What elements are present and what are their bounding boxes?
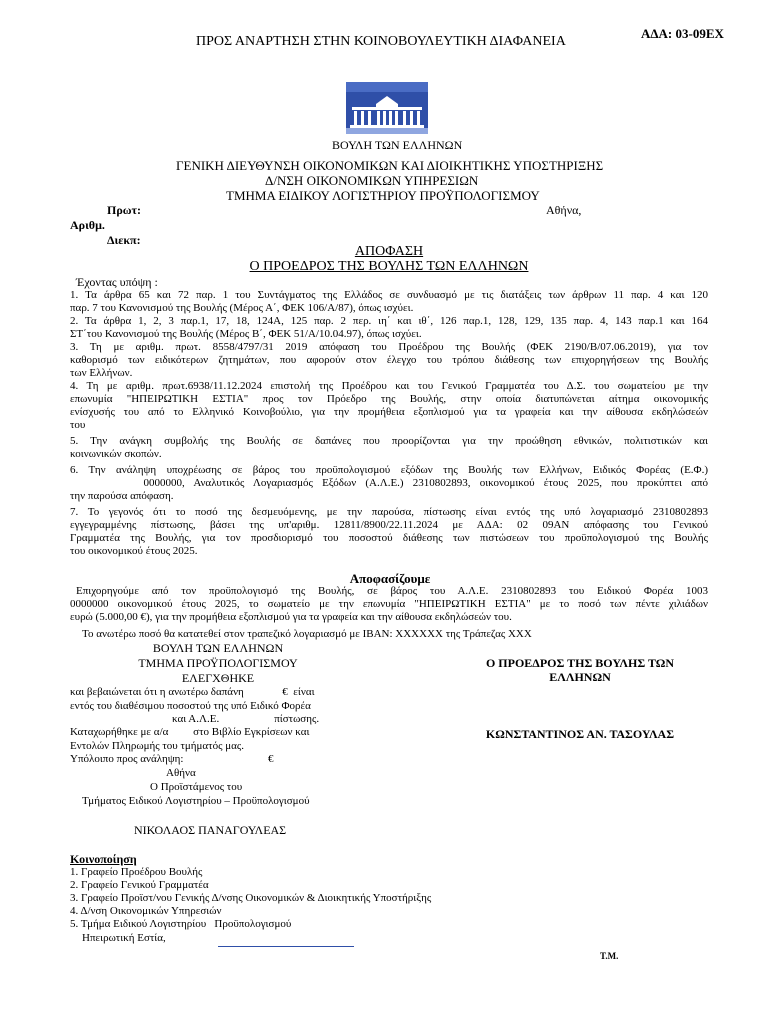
consideration-line: 4. Τη με αριθμ. πρωτ.6938/11.12.2024 επιστολή της Προέδρου και του Γενικού Γραμματέα του Δ.Σ. του σωματείου με την <box>70 380 708 392</box>
distribution-item: 2. Γραφείο Γενικού Γραμματέα <box>70 879 209 891</box>
considering-intro: Έχοντας υπόψη : <box>76 275 158 289</box>
consideration-line: 3. Τη με αριθμ. πρωτ. 8558/4797/31 2019 απόφαση του Προέδρου της Βουλής (ΦΕΚ 2190/Β/07.06.2019), για τον <box>70 341 708 353</box>
top-title: ΠΡΟΣ ΑΝΑΡΤΗΣΗ ΣΤΗΝ ΚΟΙΝΟΒΟΥΛΕΥΤΙΚΗ ΔΙΑΦΑΝΕΙΑ <box>196 34 566 49</box>
consideration-line: του <box>70 419 86 431</box>
left-line: Υπόλοιπο προς ανάληψη: <box>70 753 184 765</box>
consideration-line: ενίσχυσής του από το Ελληνικό Κοινοβούλιο, για την προμήθεια εξοπλισμού για τα γραφεία και την αίθουσα εκδηλώσεών <box>70 406 708 418</box>
distribution-list <box>70 866 708 931</box>
consideration-line: 2. Τα άρθρα 1, 2, 3 παρ.1, 17, 18, 124Α, 125 παρ. 2 περ. ιη΄ και ιθ΄, 126 παρ.1, 128, 129, 135 παρ. 4, 143 παρ.1 και 164 <box>70 315 708 327</box>
left-line: € <box>268 753 274 765</box>
diekp-label: Διεκπ: <box>107 233 141 247</box>
left-parliament: ΒΟΥΛΗ ΤΩΝ ΕΛΛΗΝΩΝ <box>152 641 284 655</box>
left-signatory-name: ΝΙΚΟΛΑΟΣ ΠΑΝΑΓΟΥΛΕΑΣ <box>134 823 287 837</box>
left-line: Ο Προϊστάμενος του <box>150 781 243 793</box>
distribution-underline <box>218 946 354 947</box>
consideration-line: Γραμματέα της Βουλής, για τον προσδιορισμό του ποσοστού διάθεσης των πιστώσεων του προϋπολογισμού της Βουλής <box>70 532 708 544</box>
left-line: Εντολών Πληρωμής του τμήματός μας. <box>70 740 244 752</box>
department-general: ΓΕΝΙΚΗ ΔΙΕΥΘΥΝΣΗ ΟΙΚΟΝΟΜΙΚΩΝ ΚΑΙ ΔΙΟΙΚΗΤΙΚΗΣ ΥΠΟΣΤΗΡΙΞΗΣ <box>176 158 604 173</box>
distribution-item: 5. Τμήμα Ειδικού Λογιστηρίου Προϋπολογισμού <box>70 918 292 930</box>
consideration-line: 6. Την ανάληψη υποχρέωσης σε βάρος του προϋπολογισμού εξόδων της Βουλής των Ελλήνων, Ειδικός Φορέας (Ε.Φ.) <box>70 464 708 476</box>
consideration-line: του οικονομικού έτους 2025. <box>70 545 198 557</box>
distribution-recipient: Ηπειρωτική Εστία, <box>82 932 166 944</box>
left-line: Καταχωρήθηκε με α/α στο Βιβλίο Εγκρίσεων και <box>70 726 310 738</box>
consideration-line: παρ. 7 του Κανονισμού της Βουλής (Μέρος Α΄, ΦΕΚ 106/Α/87), όπως ισχύει. <box>70 302 414 314</box>
consideration-line: 0000000, Αναλυτικός Λογαριασμός Εξόδων (Α.Λ.Ε.) 2310802893, οικονομικού έτους 2025, που προκύπτει από <box>70 477 708 489</box>
consideration-line: καθορισμό των ειδικότερων ζητημάτων, που αφορούν στον έλεγχο του τρόπου διάθεσης των επιχορηγήσεων της Βουλής <box>70 354 708 366</box>
ada-number: ΑΔΑ: 03-09ΕΧ <box>641 26 724 41</box>
consideration-line: ΣΤ΄του Κανονισμού της Βουλής (Μέρος Β΄, ΦΕΚ 51/Α/10.04.97), όπως ισχύει. <box>70 328 422 340</box>
parliament-name: ΒΟΥΛΗ ΤΩΝ ΕΛΛΗΝΩΝ <box>332 138 463 152</box>
right-title-2: ΕΛΛΗΝΩΝ <box>549 670 611 684</box>
left-line: και βεβαιώνεται ότι η ανωτέρω δαπάνη € είναι <box>70 686 315 698</box>
left-checked: ΕΛΕΓΧΘΗΚΕ <box>181 671 255 685</box>
considerations-list <box>70 289 708 558</box>
consideration-line: επωνυμία "ΗΠΕΙΡΩΤΙΚΗ ΕΣΤΙΑ" προς τον Πρόεδρο της Βουλής, στην οποία διατυπώνεται αίτημα οικονομικής <box>70 393 708 405</box>
department-directorate: Δ/ΝΣΗ ΟΙΚΟΝΟΜΙΚΩΝ ΥΠΗΡΕΣΙΩΝ <box>265 173 479 188</box>
parliament-building-icon <box>346 82 428 134</box>
consideration-line: 1. Τα άρθρα 65 και 72 παρ. 1 του Συντάγματος της Ελλάδος σε συνδυασμό με τις διατάξεις των άρθρων 11 παρ. 4 και 120 <box>70 289 708 301</box>
left-department: ΤΜΗΜΑ ΠΡΟΫΠΟΛΟΓΙΣΜΟΥ <box>138 656 298 670</box>
consideration-line: κοινωνικών σκοπών. <box>70 448 162 460</box>
consideration-line: των Ελλήνων. <box>70 367 133 379</box>
consideration-line: 5. Την ανάγκη συμβολής της Βουλής σε δαπάνες που προορίζονται για την προώθηση εθνικών, πολιτιστικών και <box>70 435 708 447</box>
decision-subtitle: Ο ΠΡΟΕΔΡΟΣ ΤΗΣ ΒΟΥΛΗΣ ΤΩΝ ΕΛΛΗΝΩΝ <box>249 259 529 274</box>
right-signatory-name: ΚΩΝΣΤΑΝΤΙΝΟΣ ΑΝ. ΤΑΣΟΥΛΑΣ <box>485 727 675 741</box>
left-line: Αθήνα <box>166 767 196 779</box>
iban-line: Το ανωτέρω ποσό θα κατατεθεί στον τραπεζικό λογαριασμό με IBAN: XXXXXX της Τράπεζας XXX <box>82 628 532 640</box>
decide-heading: Αποφασίζουμε <box>349 571 431 586</box>
right-title: Ο ΠΡΟΕΔΡΟΣ ΤΗΣ ΒΟΥΛΗΣ ΤΩΝ <box>485 656 675 670</box>
consideration-line: 7. Το γεγονός ότι το ποσό της δεσμευόμενης, με την παρούσα, πίστωσης είναι εντός της υπό λογαριασμό 2310802893 <box>70 506 708 518</box>
left-line: εντός του διαθέσιμου ποσοστού της υπό Ειδικό Φορέα <box>70 700 311 712</box>
decide-line: ευρώ (5.000,00 €), για την προμήθεια εξοπλισμού για τα γραφεία και την αίθουσα εκδηλώσεών του. <box>70 611 512 623</box>
left-line: και Α.Λ.Ε. πίστωσης. <box>172 713 320 725</box>
decision-title: ΑΠΟΦΑΣΗ <box>354 244 424 259</box>
distribution-item: 3. Γραφείο Προϊστ/νου Γενικής Δ/νσης Οικονομικών & Διοικητικής Υποστήριξης <box>70 892 432 904</box>
distribution-item: 4. Δ/νση Οικονομικών Υπηρεσιών <box>70 905 222 917</box>
arith-label: Αριθμ. <box>70 218 105 232</box>
decide-line: 0000000 οικονομικού έτους 2025, το σωματείο με την επωνυμία "ΗΠΕΙΡΩΤΙΚΗ ΕΣΤΙΑ" με το ποσό των πέντε χιλιάδων <box>70 598 708 610</box>
left-line: Τμήματος Ειδικού Λογιστηρίου – Προϋπολογισμού <box>82 795 310 807</box>
distribution-item: 1. Γραφείο Προέδρου Βουλής <box>70 866 203 878</box>
decide-text <box>70 585 708 624</box>
prot-label: Πρωτ: <box>107 203 142 217</box>
distribution-heading: Κοινοποίηση <box>70 852 137 866</box>
athens-date: Αθήνα, <box>546 203 582 217</box>
consideration-line: την παρούσα απόφαση. <box>70 490 174 502</box>
decide-line: Επιχορηγούμε από τον προϋπολογισμό της Βουλής, σε βάρος του Α.Λ.Ε. 2310802893 του Ειδικού Φορέα 1003 <box>76 585 708 597</box>
tm-label: Τ.Μ. <box>600 951 619 961</box>
consideration-line: εγγεγραμμένης πίστωσης, βάσει της υπ'αριθμ. 12811/8900/22.11.2024 με ΑΔΑ: 02 09ΑΝ απόφασης του Γενικού <box>70 519 708 531</box>
department-section: ΤΜΗΜΑ ΕΙΔΙΚΟΥ ΛΟΓΙΣΤΗΡΙΟΥ ΠΡΟΫΠΟΛΟΓΙΣΜΟΥ <box>226 188 540 203</box>
